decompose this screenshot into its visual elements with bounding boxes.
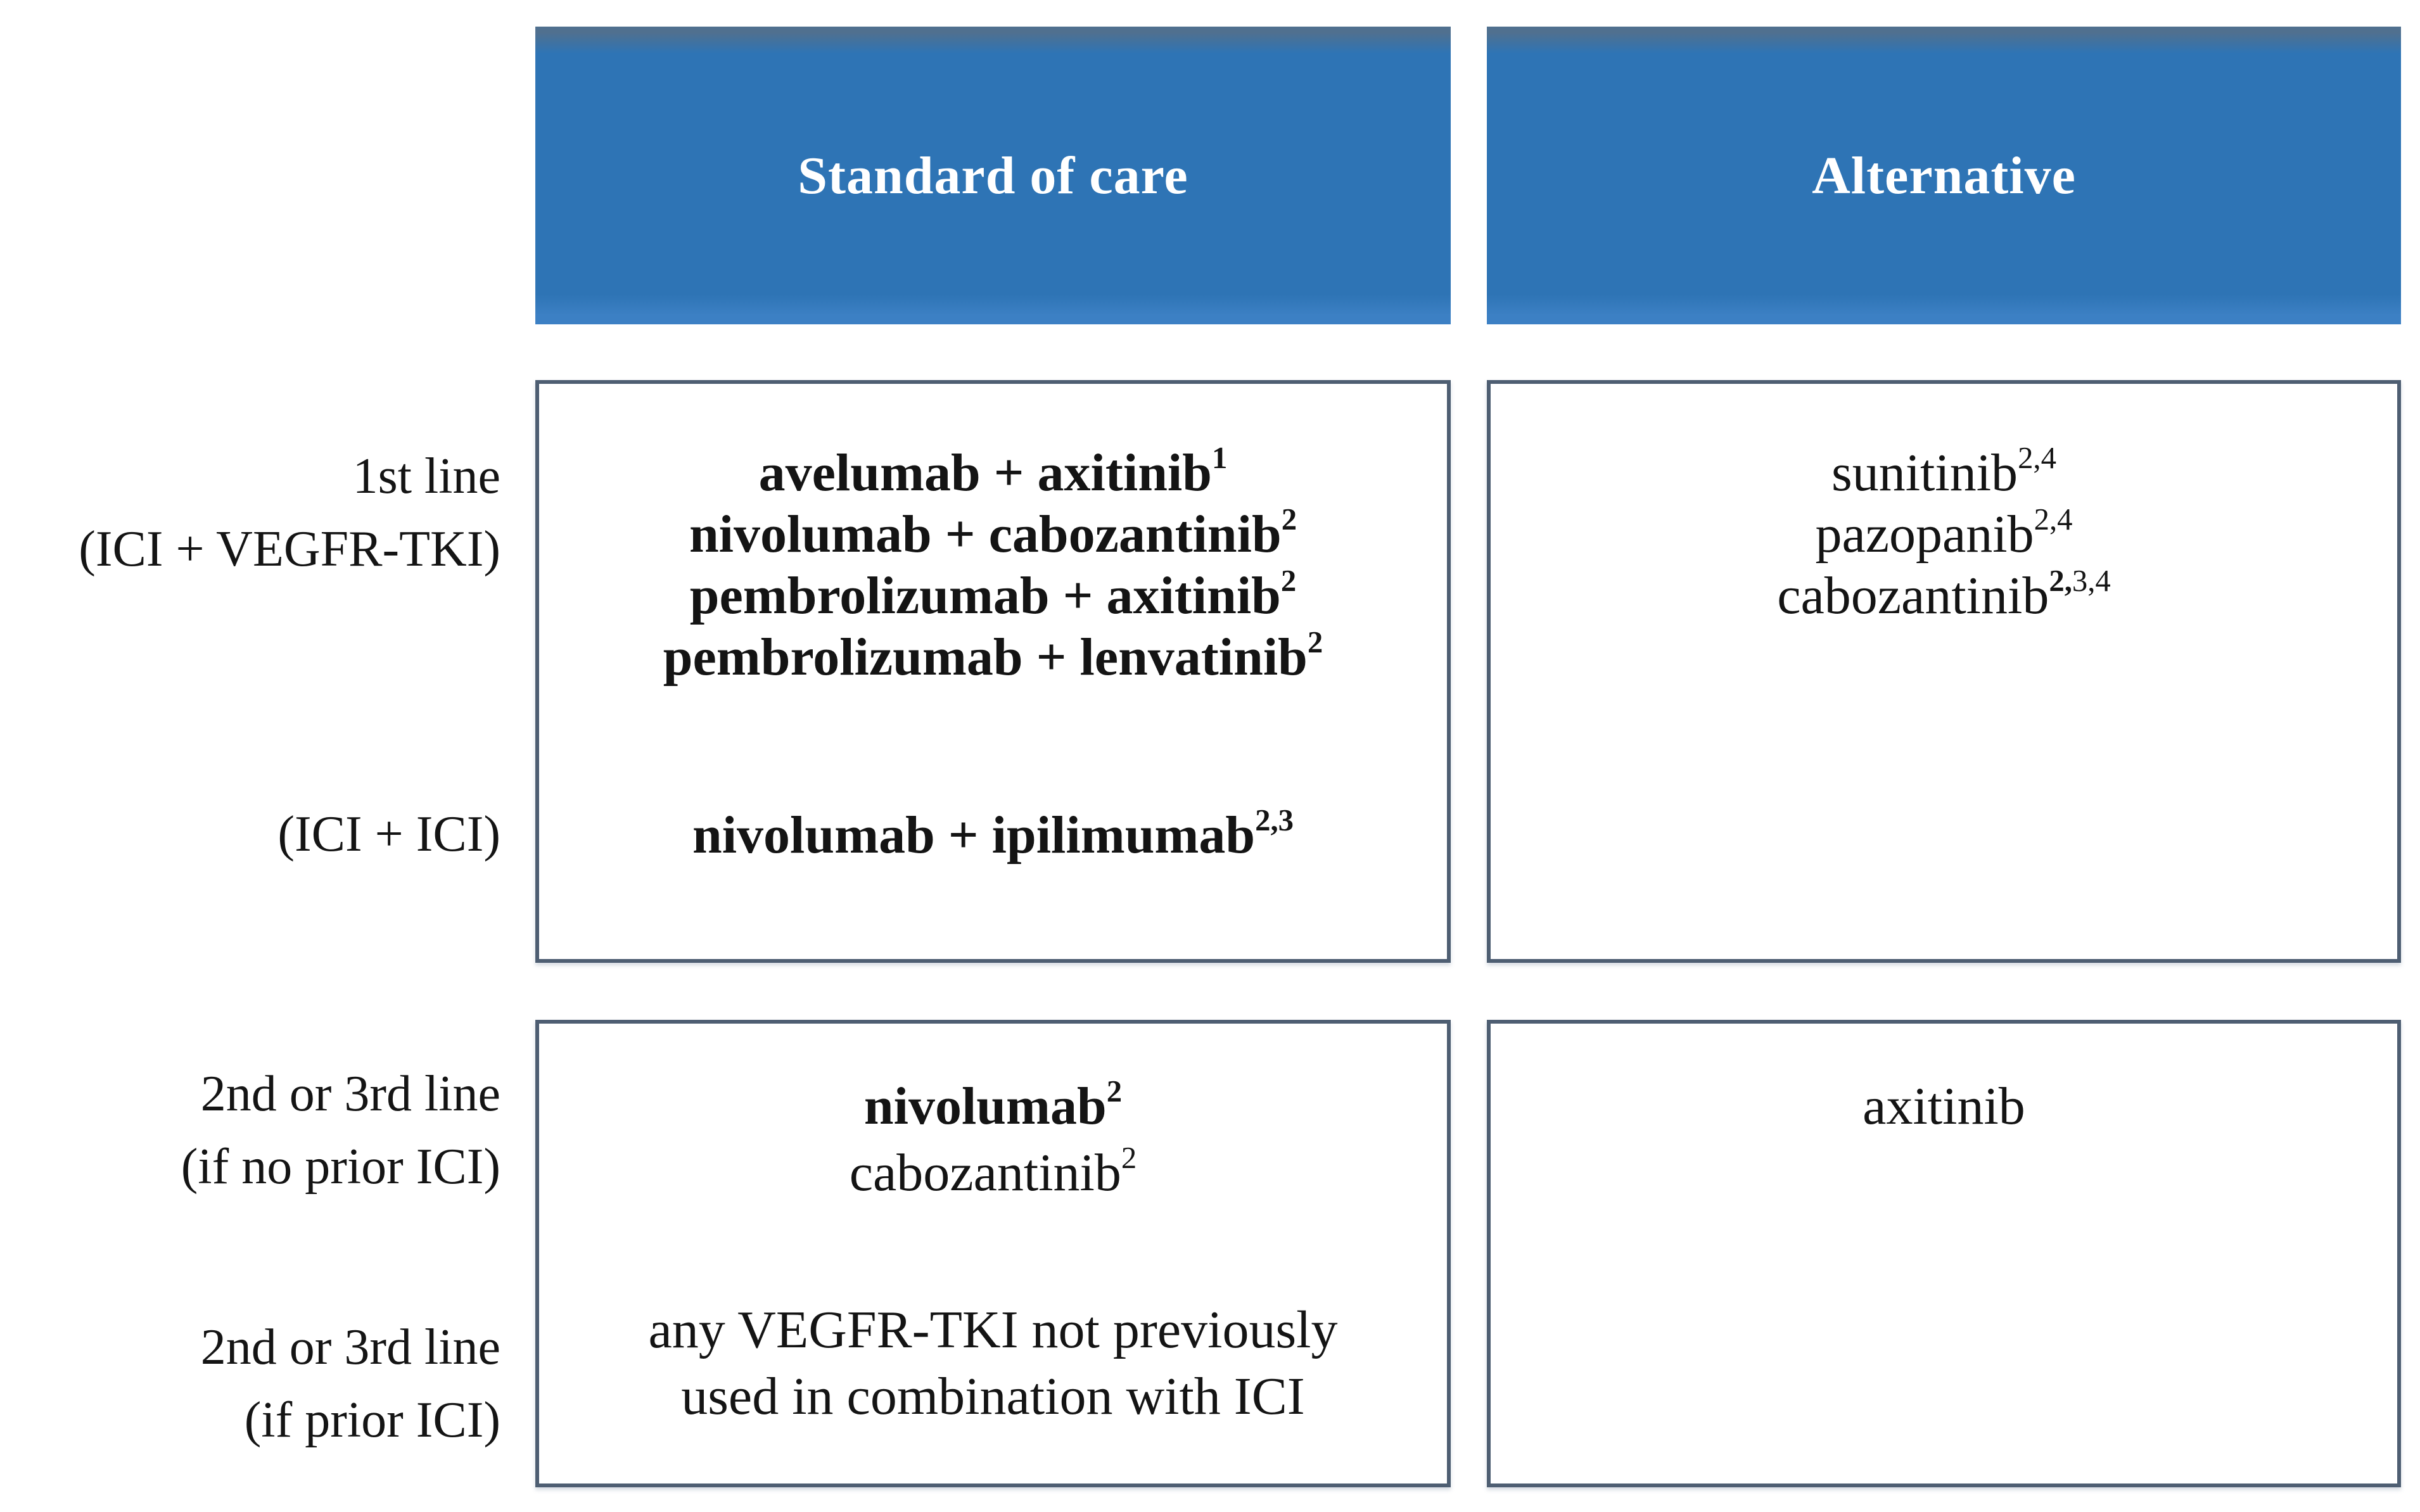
drug-superscript: 2: [1281, 502, 1297, 537]
drug-superscript: 2: [1307, 625, 1323, 659]
drug-line: [1491, 442, 2397, 504]
drug-superscript: 2,4: [2018, 440, 2056, 475]
drug-line: [539, 1140, 1447, 1206]
drug-name: axitinib: [1863, 1077, 2025, 1136]
prior-ici-note: [539, 1297, 1447, 1430]
row-label-first-line: [0, 440, 500, 586]
drug-line: [539, 565, 1447, 626]
column-header-label: Alternative: [1812, 146, 2076, 205]
drug-line: [1491, 504, 2397, 565]
drug-name: nivolumab + ipilimumab: [692, 806, 1256, 865]
drug-line: [1491, 565, 2397, 626]
drug-superscript: 2: [1106, 1074, 1123, 1109]
drug-list-no-prior-ici: [539, 1073, 1447, 1206]
column-header-standard-of-care: [535, 27, 1451, 324]
drug-line: [539, 804, 1447, 866]
drug-list-later-alternative: [1491, 1073, 2397, 1140]
cell-later-line-alternative: [1487, 1020, 2401, 1487]
drug-line: [539, 442, 1447, 504]
drug-line: [539, 1073, 1447, 1140]
cell-first-line-standard-of-care: [535, 380, 1451, 963]
drug-line: [1491, 1073, 2397, 1140]
drug-name: avelumab + axitinib: [758, 443, 1212, 502]
row-label-ici-ici: [0, 798, 500, 871]
row-label-second-third-line-no-prior-ici: [0, 1058, 500, 1204]
drug-line: [539, 626, 1447, 688]
drug-name: nivolumab: [863, 1077, 1107, 1136]
drug-superscript: 2,3: [1255, 803, 1294, 837]
row-label-line: (ICI + VEGFR-TKI): [79, 521, 500, 577]
column-header-label: Standard of care: [798, 146, 1188, 205]
row-label-line: (ICI + ICI): [277, 806, 500, 862]
drug-name: pembrolizumab + axitinib: [689, 566, 1281, 625]
row-label-line: 2nd or 3rd line: [200, 1319, 500, 1375]
column-header-alternative: [1487, 27, 2401, 324]
row-label-line: 2nd or 3rd line: [200, 1066, 500, 1122]
row-label-second-third-line-prior-ici: [0, 1311, 500, 1457]
row-label-line: (if no prior ICI): [181, 1139, 500, 1195]
drug-superscript: [2049, 564, 2110, 598]
drug-line: [539, 504, 1447, 565]
row-label-line: 1st line: [352, 448, 500, 504]
drug-list-ici-ici: [539, 804, 1447, 866]
drug-superscript: 2: [1280, 563, 1297, 598]
cell-later-line-standard-of-care: [535, 1020, 1451, 1487]
drug-name: sunitinib: [1831, 443, 2018, 502]
drug-superscript-bold-part: 2,: [2049, 563, 2072, 598]
note-line: used in combination with ICI: [681, 1367, 1305, 1426]
note-line: any VEGFR-TKI not previously: [648, 1300, 1338, 1359]
drug-superscript: 2,4: [2034, 502, 2073, 537]
drug-name: cabozantinib: [849, 1143, 1121, 1202]
drug-list-ici-vegfr-tki: [539, 442, 1447, 688]
cell-first-line-alternative: [1487, 380, 2401, 963]
drug-name: pembrolizumab + lenvatinib: [663, 628, 1308, 687]
drug-list-alternative: [1491, 442, 2397, 626]
drug-name: pazopanib: [1815, 505, 2034, 564]
drug-name: cabozantinib: [1777, 566, 2049, 625]
drug-superscript: 1: [1211, 440, 1228, 475]
drug-superscript: 2: [1121, 1140, 1137, 1175]
drug-superscript-regular-part: 3,4: [2072, 563, 2111, 598]
drug-name: nivolumab + cabozantinib: [689, 505, 1282, 564]
row-label-line: (if prior ICI): [244, 1392, 500, 1448]
